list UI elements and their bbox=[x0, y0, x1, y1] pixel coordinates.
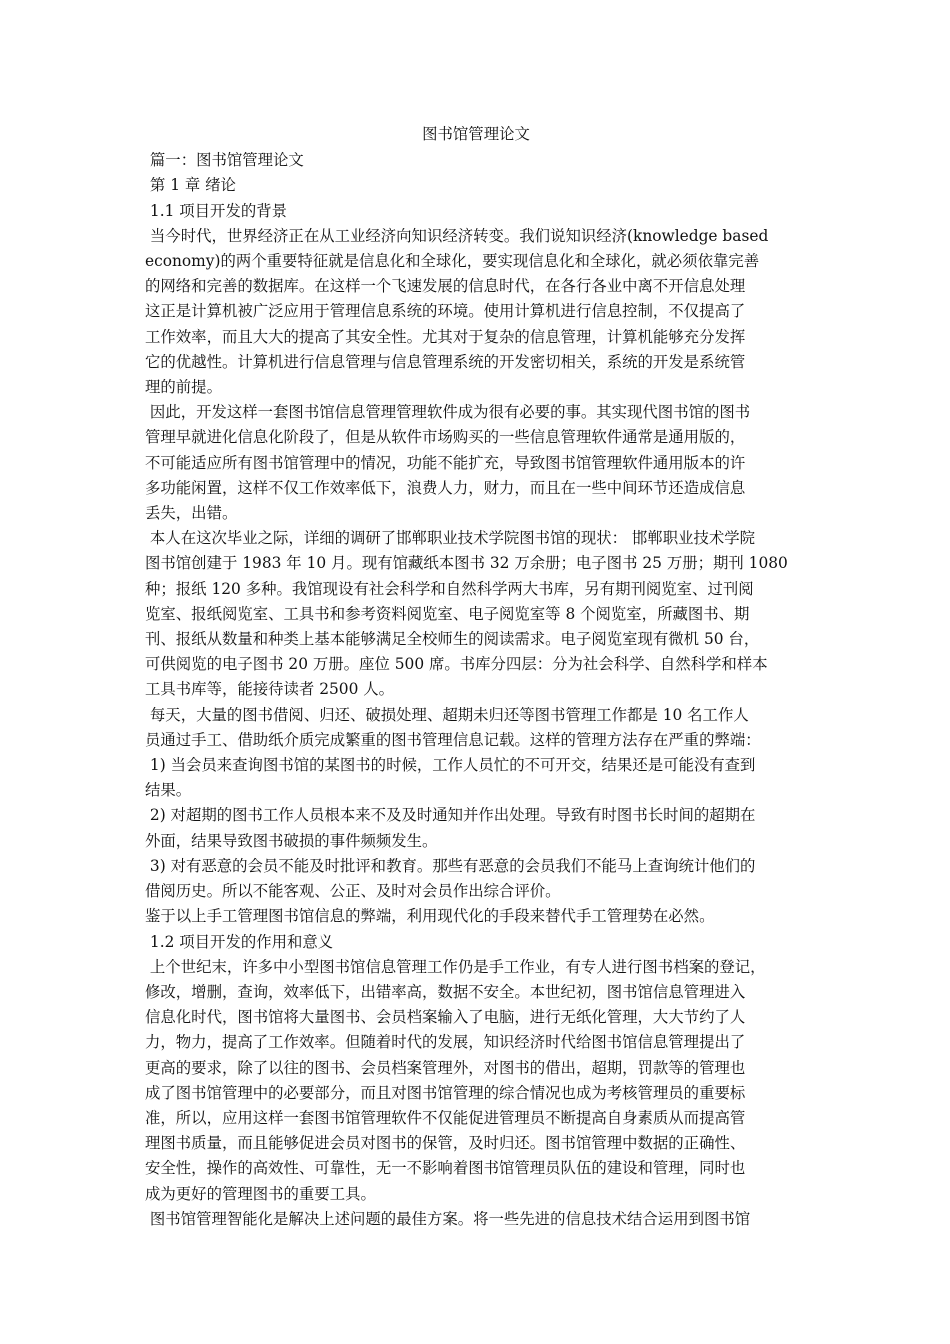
text-line: 结果。 bbox=[145, 781, 192, 800]
text-line: 管理早就进化信息化阶段了，但是从软件市场购买的一些信息管理软件通常是通用版的， bbox=[145, 428, 746, 447]
text-line: 借阅历史。所以不能客观、公正、及时对会员作出综合评价。 bbox=[145, 882, 561, 901]
text-line: 每天，大量的图书借阅、归还、破损处理、超期未归还等图书管理工作都是 10 名工作人 bbox=[145, 705, 749, 724]
text-line: 2) 对超期的图书工作人员根本来不及及时通知并作出处理。导致有时图书长时间的超期在 bbox=[145, 806, 756, 825]
text-line: 图书馆管理智能化是解决上述问题的最佳方案。将一些先进的信息技术结合运用到图书馆 bbox=[145, 1209, 751, 1228]
text-line: 上个世纪末，许多中小型图书馆信息管理工作仍是手工作业，有专人进行图书档案的登记， bbox=[145, 957, 766, 976]
text-line: 成了图书馆管理中的必要部分，而且对图书馆管理的综合情况也成为考核管理员的重要标 bbox=[145, 1083, 746, 1102]
text-line: 不可能适应所有图书馆管理中的情况，功能不能扩充，导致图书馆管理软件通用版本的许 bbox=[145, 453, 746, 472]
text-line: 理图书质量，而且能够促进会员对图书的保管，及时归还。图书馆管理中数据的正确性、 bbox=[145, 1134, 746, 1153]
text-line: 这正是计算机被广泛应用于管理信息系统的环境。使用计算机进行信息控制，不仅提高了 bbox=[145, 302, 746, 321]
text-line: 工作效率，而且大大的提高了其安全性。尤其对于复杂的信息管理，计算机能够充分发挥 bbox=[145, 327, 746, 346]
document-title: 图书馆管理论文 bbox=[422, 125, 530, 143]
text-line: 更高的要求，除了以往的图书、会员档案管理外，对图书的借出，超期，罚款等的管理也 bbox=[145, 1058, 746, 1077]
text-line: 员通过手工、借助纸介质完成繁重的图书管理信息记载。这样的管理方法存在严重的弊端： bbox=[145, 730, 761, 749]
text-line: 本人在这次毕业之际，详细的调研了邯郸职业技术学院图书馆的现状： 邯郸职业技术学院 bbox=[145, 529, 756, 548]
text-line: 力，物力，提高了工作效率。但随着时代的发展，知识经济时代给图书馆信息管理提出了 bbox=[145, 1033, 746, 1052]
text-line: 修改，增删，查询，效率低下，出错率高，数据不安全。本世纪初，图书馆信息管理进入 bbox=[145, 982, 746, 1001]
text-line: 篇一：图书馆管理论文 bbox=[145, 151, 304, 170]
text-line: 3) 对有恶意的会员不能及时批评和教育。那些有恶意的会员我们不能马上查询统计他们的 bbox=[145, 856, 756, 875]
text-line: 图书馆创建于 1983 年 10 月。现有馆藏纸本图书 32 万余册；电子图书 25 万册；期刊 1080 bbox=[145, 554, 788, 573]
text-line: economy)的两个重要特征就是信息化和全球化，要实现信息化和全球化，就必须依靠完善 bbox=[145, 252, 760, 271]
text-line: 准，所以，应用这样一套图书馆管理软件不仅能促进管理员不断提高自身素质从而提高管 bbox=[145, 1108, 746, 1127]
text-line: 当今时代，世界经济正在从工业经济向知识经济转变。我们说知识经济(knowledge based bbox=[145, 226, 769, 245]
text-line: 种；报纸 120 多种。我馆现设有社会科学和自然科学两大书库，另有期刊阅览室、过刊阅 bbox=[145, 579, 754, 598]
text-line: 工具书库等，能接待读者 2500 人。 bbox=[145, 680, 395, 699]
text-line: 因此，开发这样一套图书馆信息管理管理软件成为很有必要的事。其实现代图书馆的图书 bbox=[145, 403, 751, 422]
text-line: 安全性，操作的高效性、可靠性，无一不影响着图书馆管理员队伍的建设和管理，同时也 bbox=[145, 1159, 746, 1178]
text-line: 1.2 项目开发的作用和意义 bbox=[145, 932, 334, 951]
text-line: 的网络和完善的数据库。在这样一个飞速发展的信息时代，在各行各业中离不开信息处理 bbox=[145, 277, 746, 296]
document-body bbox=[145, 148, 807, 1232]
text-line: 第 1 章 绪论 bbox=[145, 176, 236, 195]
text-line: 多功能闲置，这样不仅工作效率低下，浪费人力，财力，而且在一些中间环节还造成信息 bbox=[145, 478, 746, 497]
text-line: 1) 当会员来查询图书馆的某图书的时候，工作人员忙的不可开交，结果还是可能没有查到 bbox=[145, 756, 756, 775]
text-line: 丢失，出错。 bbox=[145, 504, 238, 523]
text-line: 它的优越性。计算机进行信息管理与信息管理系统的开发密切相关，系统的开发是系统管 bbox=[145, 352, 746, 371]
document-page bbox=[145, 122, 807, 1232]
text-line: 览室、报纸阅览室、工具书和参考资料阅览室、电子阅览室等 8 个阅览室，所藏图书、期 bbox=[145, 604, 750, 623]
text-line: 成为更好的管理图书的重要工具。 bbox=[145, 1184, 376, 1203]
text-line: 鉴于以上手工管理图书馆信息的弊端，利用现代化的手段来替代手工管理势在必然。 bbox=[145, 907, 715, 926]
text-line: 外面，结果导致图书破损的事件频频发生。 bbox=[145, 831, 438, 850]
text-line: 刊、报纸从数量和种类上基本能够满足全校师生的阅读需求。电子阅览室现有微机 50 台， bbox=[145, 630, 760, 649]
text-line: 信息化时代，图书馆将大量图书、会员档案输入了电脑，进行无纸化管理，大大节约了人 bbox=[145, 1008, 746, 1027]
text-line: 理的前提。 bbox=[145, 378, 222, 397]
text-line: 可供阅览的电子图书 20 万册。座位 500 席。书库分四层：分为社会科学、自然科学和样本 bbox=[145, 655, 768, 674]
text-line: 1.1 项目开发的背景 bbox=[145, 201, 288, 220]
